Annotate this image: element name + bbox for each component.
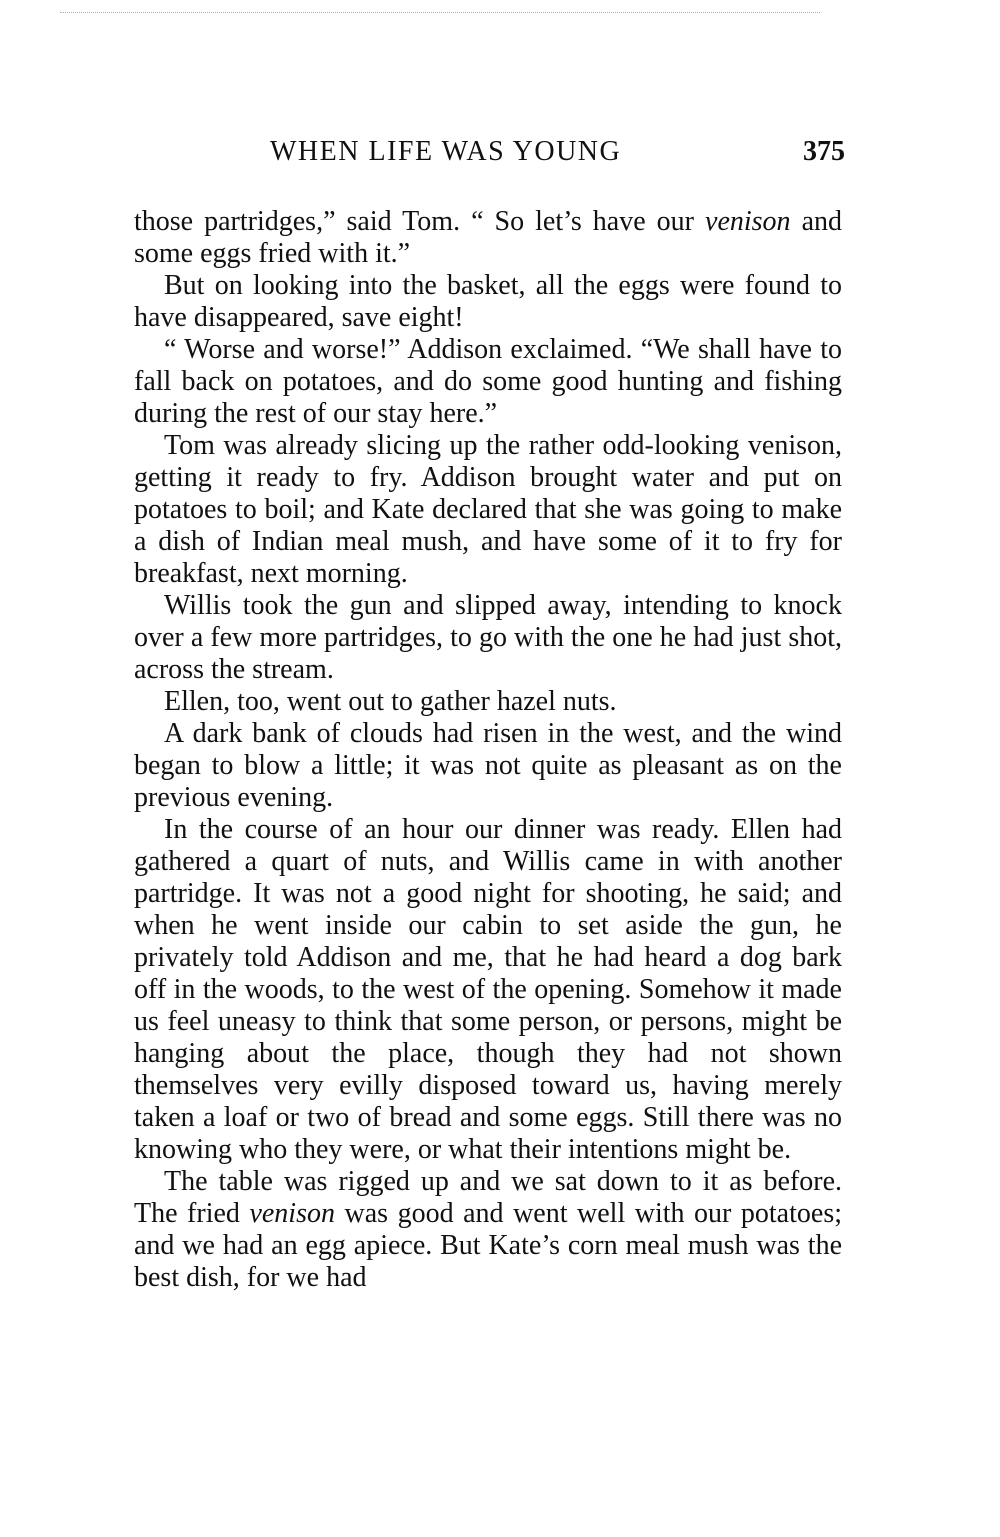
running-title: WHEN LIFE WAS YOUNG bbox=[270, 136, 622, 167]
text-run: Tom was already slicing up the rather odd-looking venison, getting it ready to fry. Addison brought water and put on potatoes to boil; and Kate declared that she was going to make a dish of Indian meal mush, and have some of it to fry for breakfast, next morning. bbox=[134, 430, 842, 589]
text-run: But on looking into the basket, all the eggs were found to have disappeared, save eight! bbox=[134, 270, 842, 333]
scan-artifact-line bbox=[60, 12, 820, 19]
text-run: Ellen, too, went out to gather hazel nuts. bbox=[164, 686, 617, 717]
paragraph bbox=[134, 206, 842, 270]
italic-text: venison bbox=[249, 1198, 335, 1229]
paragraph bbox=[134, 270, 842, 334]
text-run: “ Worse and worse!” Addison exclaimed. “We shall have to fall back on potatoes, and do some good hunting and fishing during the rest of our stay here.” bbox=[134, 334, 842, 429]
paragraph bbox=[134, 430, 842, 590]
paragraph bbox=[134, 334, 842, 430]
text-run: A dark bank of clouds had risen in the west, and the wind began to blow a little; it was not quite as pleasant as on the previous evening. bbox=[134, 718, 842, 813]
paragraph bbox=[134, 686, 842, 718]
body-text bbox=[134, 206, 842, 1294]
paragraph bbox=[134, 718, 842, 814]
text-run: those partridges,” said Tom. “ So let’s have our bbox=[134, 206, 706, 237]
text-run: In the course of an hour our dinner was ready. Ellen had gathered a quart of nuts, and Willis came in with another partridge. It was not a good night for shooting, he said; and when he went inside our cabin to set aside the gun, he privately told Addison and me, that he had heard a dog bark off in the woods, to the west of the opening. Somehow it made us feel uneasy to think that some person, or persons, might be hanging about the place, though they had not shown themselves very evilly disposed toward us, having merely taken a loaf or two of bread and some eggs. Still there was no knowing who they were, or what their intentions might be. bbox=[134, 814, 842, 1165]
paragraph bbox=[134, 1166, 842, 1294]
page-number: 375 bbox=[803, 136, 845, 167]
italic-text: venison bbox=[705, 206, 791, 237]
text-run: was good and went well with our potatoes; and we had an egg apiece. But Kate’s corn meal mush was the best dish, for we had bbox=[134, 1198, 842, 1293]
text-run: The table was rigged up and we sat down to it as before. The fried bbox=[134, 1166, 842, 1229]
page-header bbox=[270, 136, 845, 176]
text-run: and some eggs fried with it.” bbox=[134, 206, 842, 269]
paragraph bbox=[134, 814, 842, 1166]
text-run: Willis took the gun and slipped away, intending to knock over a few more partridges, to go with the one he had just shot, across the stream. bbox=[134, 590, 842, 685]
paragraph bbox=[134, 590, 842, 686]
